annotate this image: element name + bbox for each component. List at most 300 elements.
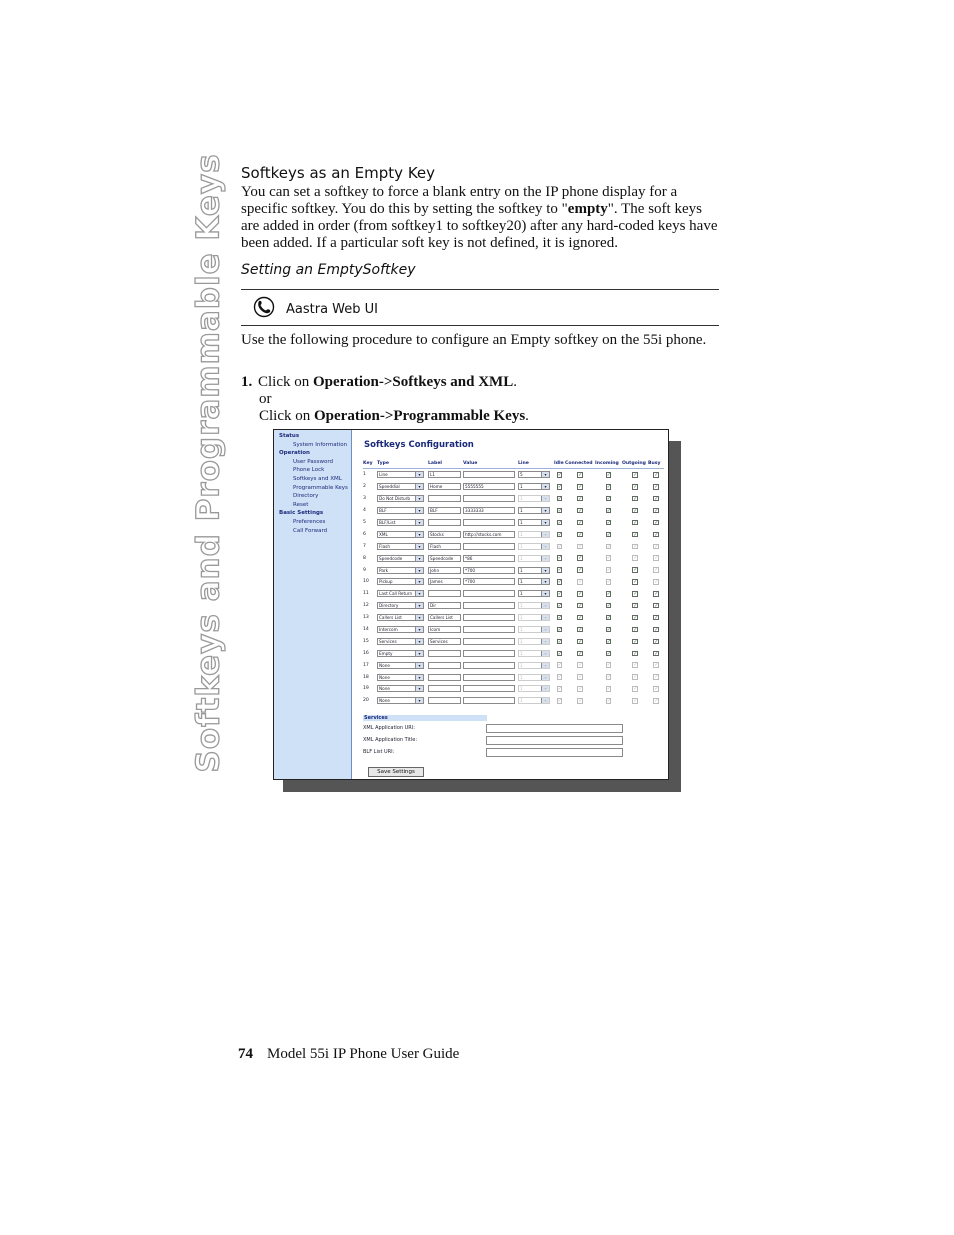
table-row [363,505,664,517]
line-select[interactable] [518,483,550,490]
busy-checkbox[interactable] [653,627,659,633]
connected-checkbox[interactable] [577,520,583,526]
checkmark-icon: ✓ [654,674,659,681]
dropdown-arrow-icon: ▾ [415,651,423,656]
outgoing-checkbox[interactable] [632,520,638,526]
nav-item[interactable]: Call Forward [293,527,328,534]
key-number: 1 [363,472,366,478]
outgoing-checkbox[interactable] [632,508,638,514]
nav-item[interactable]: Preferences [293,518,326,525]
busy-checkbox[interactable] [653,520,659,526]
connected-checkbox[interactable] [577,532,583,538]
checkmark-icon: ✓ [606,543,611,550]
checkmark-icon: ✓ [654,650,659,657]
type-select[interactable] [377,626,424,633]
dropdown-arrow-icon: ▾ [415,639,423,644]
step-number: 1. [241,374,253,390]
connected-checkbox[interactable] [577,496,583,502]
checkmark-icon: ✓ [654,602,659,609]
incoming-checkbox[interactable] [606,472,612,478]
dropdown-arrow-icon: ▾ [541,663,549,668]
col-header: Label [428,459,463,469]
incoming-checkbox[interactable] [606,591,612,597]
checkmark-icon: ✓ [578,472,583,479]
checkmark-icon: ✓ [578,591,583,598]
incoming-checkbox [606,544,612,550]
line-select[interactable] [518,590,550,597]
idle-checkbox[interactable] [557,651,563,657]
dropdown-arrow-icon: ▾ [415,686,423,691]
key-number: 6 [363,531,366,537]
value-input[interactable] [463,685,515,692]
value-input[interactable] [463,662,515,669]
type-select[interactable] [377,578,424,585]
dropdown-arrow-icon: ▾ [541,698,549,703]
label-input[interactable] [428,567,461,574]
save-settings-button[interactable]: Save Settings [368,767,424,777]
connected-checkbox[interactable] [577,567,583,573]
connected-checkbox[interactable] [577,508,583,514]
table-row [363,695,664,707]
checkmark-icon: ✓ [606,495,611,502]
type-select[interactable] [377,662,424,669]
table-row [363,635,664,647]
key-number: 4 [363,508,366,514]
dropdown-arrow-icon: ▾ [415,615,423,620]
idle-checkbox[interactable] [557,555,563,561]
idle-checkbox[interactable] [557,579,563,585]
busy-checkbox[interactable] [653,639,659,645]
line-select [518,495,550,502]
value-input[interactable] [463,495,515,502]
busy-checkbox[interactable] [653,532,659,538]
label-input[interactable] [428,614,461,621]
checkmark-icon: ✓ [557,484,562,491]
value-input[interactable] [463,602,515,609]
nav-item[interactable]: User Password [293,458,333,465]
incoming-checkbox[interactable] [606,484,612,490]
type-value: BLF [379,508,387,514]
dropdown-arrow-icon: ▾ [541,472,549,477]
checkmark-icon: ✓ [578,698,583,705]
line-select[interactable] [518,567,550,574]
key-number: 5 [363,520,366,525]
line-value: 1 [520,531,523,537]
checkmark-icon: ✓ [557,638,562,645]
checkmark-icon: ✓ [557,555,562,562]
nav-item[interactable]: System Information [293,441,348,448]
col-header: Value [463,459,518,469]
outgoing-checkbox[interactable] [632,579,638,585]
dropdown-arrow-icon: ▾ [541,591,549,596]
service-input[interactable] [486,724,623,733]
idle-checkbox[interactable] [557,472,563,478]
checkmark-icon: ✓ [578,614,583,621]
line-value: 1 [520,650,523,656]
table-row [363,540,664,552]
type-select[interactable] [377,602,424,609]
service-input[interactable] [486,748,623,757]
nav-item[interactable]: Phone Lock [293,467,325,474]
key-number: 13 [363,615,369,621]
label-input[interactable] [428,626,461,633]
line-select [518,543,550,550]
type-select[interactable] [377,638,424,645]
web-ui-banner [253,296,378,318]
col-header: Connected [565,459,595,469]
type-select[interactable] [377,567,424,574]
label-input[interactable] [428,519,461,526]
value-input[interactable] [463,590,515,597]
busy-checkbox[interactable] [653,496,659,502]
incoming-checkbox [606,555,612,561]
incoming-checkbox[interactable] [606,615,612,621]
dropdown-arrow-icon: ▾ [415,532,423,537]
line-value: 1 [520,543,523,549]
dropdown-arrow-icon: ▾ [415,663,423,668]
checkmark-icon: ✓ [633,614,638,621]
checkmark-icon: ✓ [578,555,583,562]
col-header: Incoming [595,459,622,469]
dropdown-arrow-icon: ▾ [541,484,549,489]
label-input[interactable] [428,483,461,490]
busy-checkbox [653,686,659,692]
idle-checkbox[interactable] [557,508,563,514]
step-path2: Operation->Programmable Keys [314,408,526,424]
incoming-checkbox [606,567,612,573]
idle-checkbox[interactable] [557,639,563,645]
key-number: 15 [363,638,369,644]
busy-checkbox[interactable] [653,651,659,657]
label-input[interactable] [428,495,461,502]
label-value: L1 [430,472,435,478]
value-input[interactable] [463,578,515,585]
connected-checkbox[interactable] [577,591,583,597]
label-input[interactable] [428,685,461,692]
line-value: 1 [520,555,523,561]
checkmark-icon: ✓ [633,698,638,705]
key-number: 8 [363,555,366,561]
dropdown-arrow-icon: ▾ [541,520,549,525]
key-number: 20 [363,698,369,704]
idle-checkbox[interactable] [557,484,563,490]
key-number: 12 [363,603,369,609]
connected-checkbox[interactable] [577,484,583,490]
checkmark-icon: ✓ [633,674,638,681]
type-select[interactable] [377,650,424,657]
outgoing-checkbox[interactable] [632,627,638,633]
outgoing-checkbox[interactable] [632,567,638,573]
busy-checkbox [653,544,659,550]
label-input[interactable] [428,697,461,704]
type-select[interactable] [377,555,424,562]
checkmark-icon: ✓ [633,495,638,502]
idle-checkbox[interactable] [557,603,563,609]
type-select[interactable] [377,543,424,550]
label-value: Stocks [430,531,444,537]
value-input[interactable] [463,614,515,621]
nav-item[interactable]: Softkeys and XML [293,475,342,482]
dropdown-arrow-icon: ▾ [415,698,423,703]
line-select [518,697,550,704]
step-path1: Operation->Softkeys and XML [313,374,514,390]
dropdown-arrow-icon: ▾ [415,544,423,549]
value-input[interactable] [463,507,515,514]
dropdown-arrow-icon: ▾ [415,496,423,501]
line-select[interactable] [518,471,550,478]
step-click-on-2: Click on [259,408,311,424]
value-input[interactable] [463,519,515,526]
nav-item[interactable]: Directory [293,493,319,500]
type-select[interactable] [377,590,424,597]
label-value: Icom [430,627,441,633]
label-input[interactable] [428,543,461,550]
value-input[interactable] [463,555,515,562]
label-input[interactable] [428,507,461,514]
outgoing-checkbox[interactable] [632,496,638,502]
type-select[interactable] [377,507,424,514]
checkmark-icon: ✓ [633,591,638,598]
type-select[interactable] [377,519,424,526]
label-value: Flash [430,543,441,549]
incoming-checkbox[interactable] [606,532,612,538]
checkmark-icon: ✓ [578,484,583,491]
line-select[interactable] [518,519,550,526]
connected-checkbox[interactable] [577,615,583,621]
line-value: 1 [520,591,523,597]
service-input[interactable] [486,736,623,745]
checkmark-icon: ✓ [606,602,611,609]
type-select[interactable] [377,614,424,621]
incoming-checkbox[interactable] [606,520,612,526]
idle-checkbox[interactable] [557,520,563,526]
nav-group: Operation [279,450,310,457]
type-select[interactable] [377,495,424,502]
value-input[interactable] [463,697,515,704]
checkmark-icon: ✓ [654,662,659,669]
label-input[interactable] [428,590,461,597]
checkmark-icon: ✓ [654,591,659,598]
outgoing-checkbox[interactable] [632,472,638,478]
type-value: None [379,686,390,692]
checkmark-icon: ✓ [633,686,638,693]
value-input[interactable] [463,543,515,550]
busy-checkbox[interactable] [653,603,659,609]
connected-checkbox[interactable] [577,472,583,478]
connected-checkbox[interactable] [577,603,583,609]
connected-checkbox[interactable] [577,651,583,657]
value-input[interactable] [463,674,515,681]
type-select[interactable] [377,697,424,704]
label-input[interactable] [428,555,461,562]
nav-item[interactable]: Reset [293,501,309,508]
line-value: 1 [520,579,523,585]
label-input[interactable] [428,638,461,645]
checkmark-icon: ✓ [606,507,611,514]
type-select[interactable] [377,685,424,692]
idle-checkbox[interactable] [557,496,563,502]
softkeys-table [363,459,664,707]
intro-paragraph [241,184,721,252]
type-value: Speeddial [379,484,400,490]
connected-checkbox [577,579,583,585]
key-number: 14 [363,627,369,633]
checkmark-icon: ✓ [606,662,611,669]
outgoing-checkbox[interactable] [632,615,638,621]
checkmark-icon: ✓ [654,626,659,633]
label-value: Services [430,638,448,644]
checkmark-icon: ✓ [557,662,562,669]
nav-item[interactable]: Programmable Keys [293,484,348,491]
checkmark-icon: ✓ [606,614,611,621]
line-select[interactable] [518,507,550,514]
incoming-checkbox[interactable] [606,508,612,514]
value-input[interactable] [463,483,515,490]
label-value: James [430,579,443,585]
value-input[interactable] [463,567,515,574]
key-number: 2 [363,484,366,490]
table-row [363,552,664,564]
procedure-text: Use the following procedure to configure an Empty softkey on the 55i phone. [241,332,707,348]
idle-checkbox [557,544,563,550]
type-value: Last Call Return [379,591,413,597]
incoming-checkbox[interactable] [606,627,612,633]
value-input[interactable] [463,471,515,478]
screenshot-content [352,430,668,779]
connected-checkbox[interactable] [577,639,583,645]
type-value: Speedcode [379,555,403,561]
outgoing-checkbox[interactable] [632,532,638,538]
type-select[interactable] [377,471,424,478]
incoming-checkbox[interactable] [606,639,612,645]
idle-checkbox[interactable] [557,591,563,597]
table-row [363,600,664,612]
line-value: 1 [520,496,523,502]
label-value: Speedcode [430,555,454,561]
busy-checkbox[interactable] [653,484,659,490]
busy-checkbox[interactable] [653,472,659,478]
outgoing-checkbox [632,662,638,668]
col-header: Line [518,459,554,469]
label-input[interactable] [428,674,461,681]
section-heading: Softkeys as an Empty Key [241,164,436,182]
incoming-checkbox [606,686,612,692]
checkmark-icon: ✓ [578,626,583,633]
dropdown-arrow-icon: ▾ [415,484,423,489]
label-input[interactable] [428,662,461,669]
dropdown-arrow-icon: ▾ [541,675,549,680]
busy-checkbox [653,555,659,561]
connected-checkbox[interactable] [577,627,583,633]
label-input[interactable] [428,602,461,609]
outgoing-checkbox[interactable] [632,603,638,609]
value-input[interactable] [463,650,515,657]
bottom-rule [241,325,719,326]
busy-checkbox[interactable] [653,591,659,597]
checkmark-icon: ✓ [633,638,638,645]
step-click-on: Click on [258,374,310,390]
value-input[interactable] [463,531,515,538]
idle-checkbox[interactable] [557,627,563,633]
label-input[interactable] [428,471,461,478]
line-select[interactable] [518,578,550,585]
label-input[interactable] [428,650,461,657]
checkmark-icon: ✓ [606,555,611,562]
checkmark-icon: ✓ [557,698,562,705]
nav-group: Basic Settings [279,510,324,517]
softkeys-config-title: Softkeys Configuration [364,440,474,450]
value-input[interactable] [463,638,515,645]
value-text: 5555555 [465,484,484,490]
checkmark-icon: ✓ [606,472,611,479]
type-select[interactable] [377,674,424,681]
checkmark-icon: ✓ [606,638,611,645]
intro-part2: ". The soft keys are added in order (from softkey1 to softkey20) after any hard-coded keys have been added. If a particular soft key is not defined, it is ignored. [241,201,718,251]
busy-checkbox[interactable] [653,615,659,621]
value-text: 3333333 [465,508,484,514]
type-value: XML [379,531,388,537]
service-label: XML Application URI: [363,725,415,731]
checkmark-icon: ✓ [654,567,659,574]
dropdown-arrow-icon: ▾ [415,520,423,525]
idle-checkbox[interactable] [557,567,563,573]
incoming-checkbox[interactable] [606,603,612,609]
line-select [518,531,550,538]
outgoing-checkbox[interactable] [632,591,638,597]
type-value: Empty [379,650,393,656]
type-select[interactable] [377,531,424,538]
checkmark-icon: ✓ [557,531,562,538]
checkmark-icon: ✓ [654,519,659,526]
idle-checkbox[interactable] [557,615,563,621]
value-input[interactable] [463,626,515,633]
outgoing-checkbox[interactable] [632,651,638,657]
checkmark-icon: ✓ [654,698,659,705]
table-row [363,493,664,505]
label-input[interactable] [428,578,461,585]
service-label: BLF List URI: [363,749,395,755]
key-number: 3 [363,496,366,502]
key-number: 7 [363,543,366,549]
value-text: *86 [465,555,473,561]
line-value: 1 [520,638,523,644]
label-value: John [430,567,440,573]
type-value: Callers List [379,615,402,621]
outgoing-checkbox[interactable] [632,639,638,645]
type-value: Intercom [379,627,398,633]
key-number: 17 [363,662,369,668]
top-rule [241,289,719,290]
outgoing-checkbox [632,698,638,704]
web-ui-label: Aastra Web UI [286,301,378,317]
outgoing-checkbox[interactable] [632,484,638,490]
incoming-checkbox[interactable] [606,496,612,502]
line-value: 1 [520,567,523,573]
checkmark-icon: ✓ [606,519,611,526]
idle-checkbox[interactable] [557,532,563,538]
screenshot-nav [274,430,352,779]
checkmark-icon: ✓ [557,495,562,502]
connected-checkbox[interactable] [577,555,583,561]
dropdown-arrow-icon: ▾ [415,591,423,596]
dropdown-arrow-icon: ▾ [541,532,549,537]
incoming-checkbox[interactable] [606,651,612,657]
type-select[interactable] [377,483,424,490]
incoming-checkbox [606,698,612,704]
dropdown-arrow-icon: ▾ [541,508,549,513]
busy-checkbox[interactable] [653,508,659,514]
label-input[interactable] [428,531,461,538]
